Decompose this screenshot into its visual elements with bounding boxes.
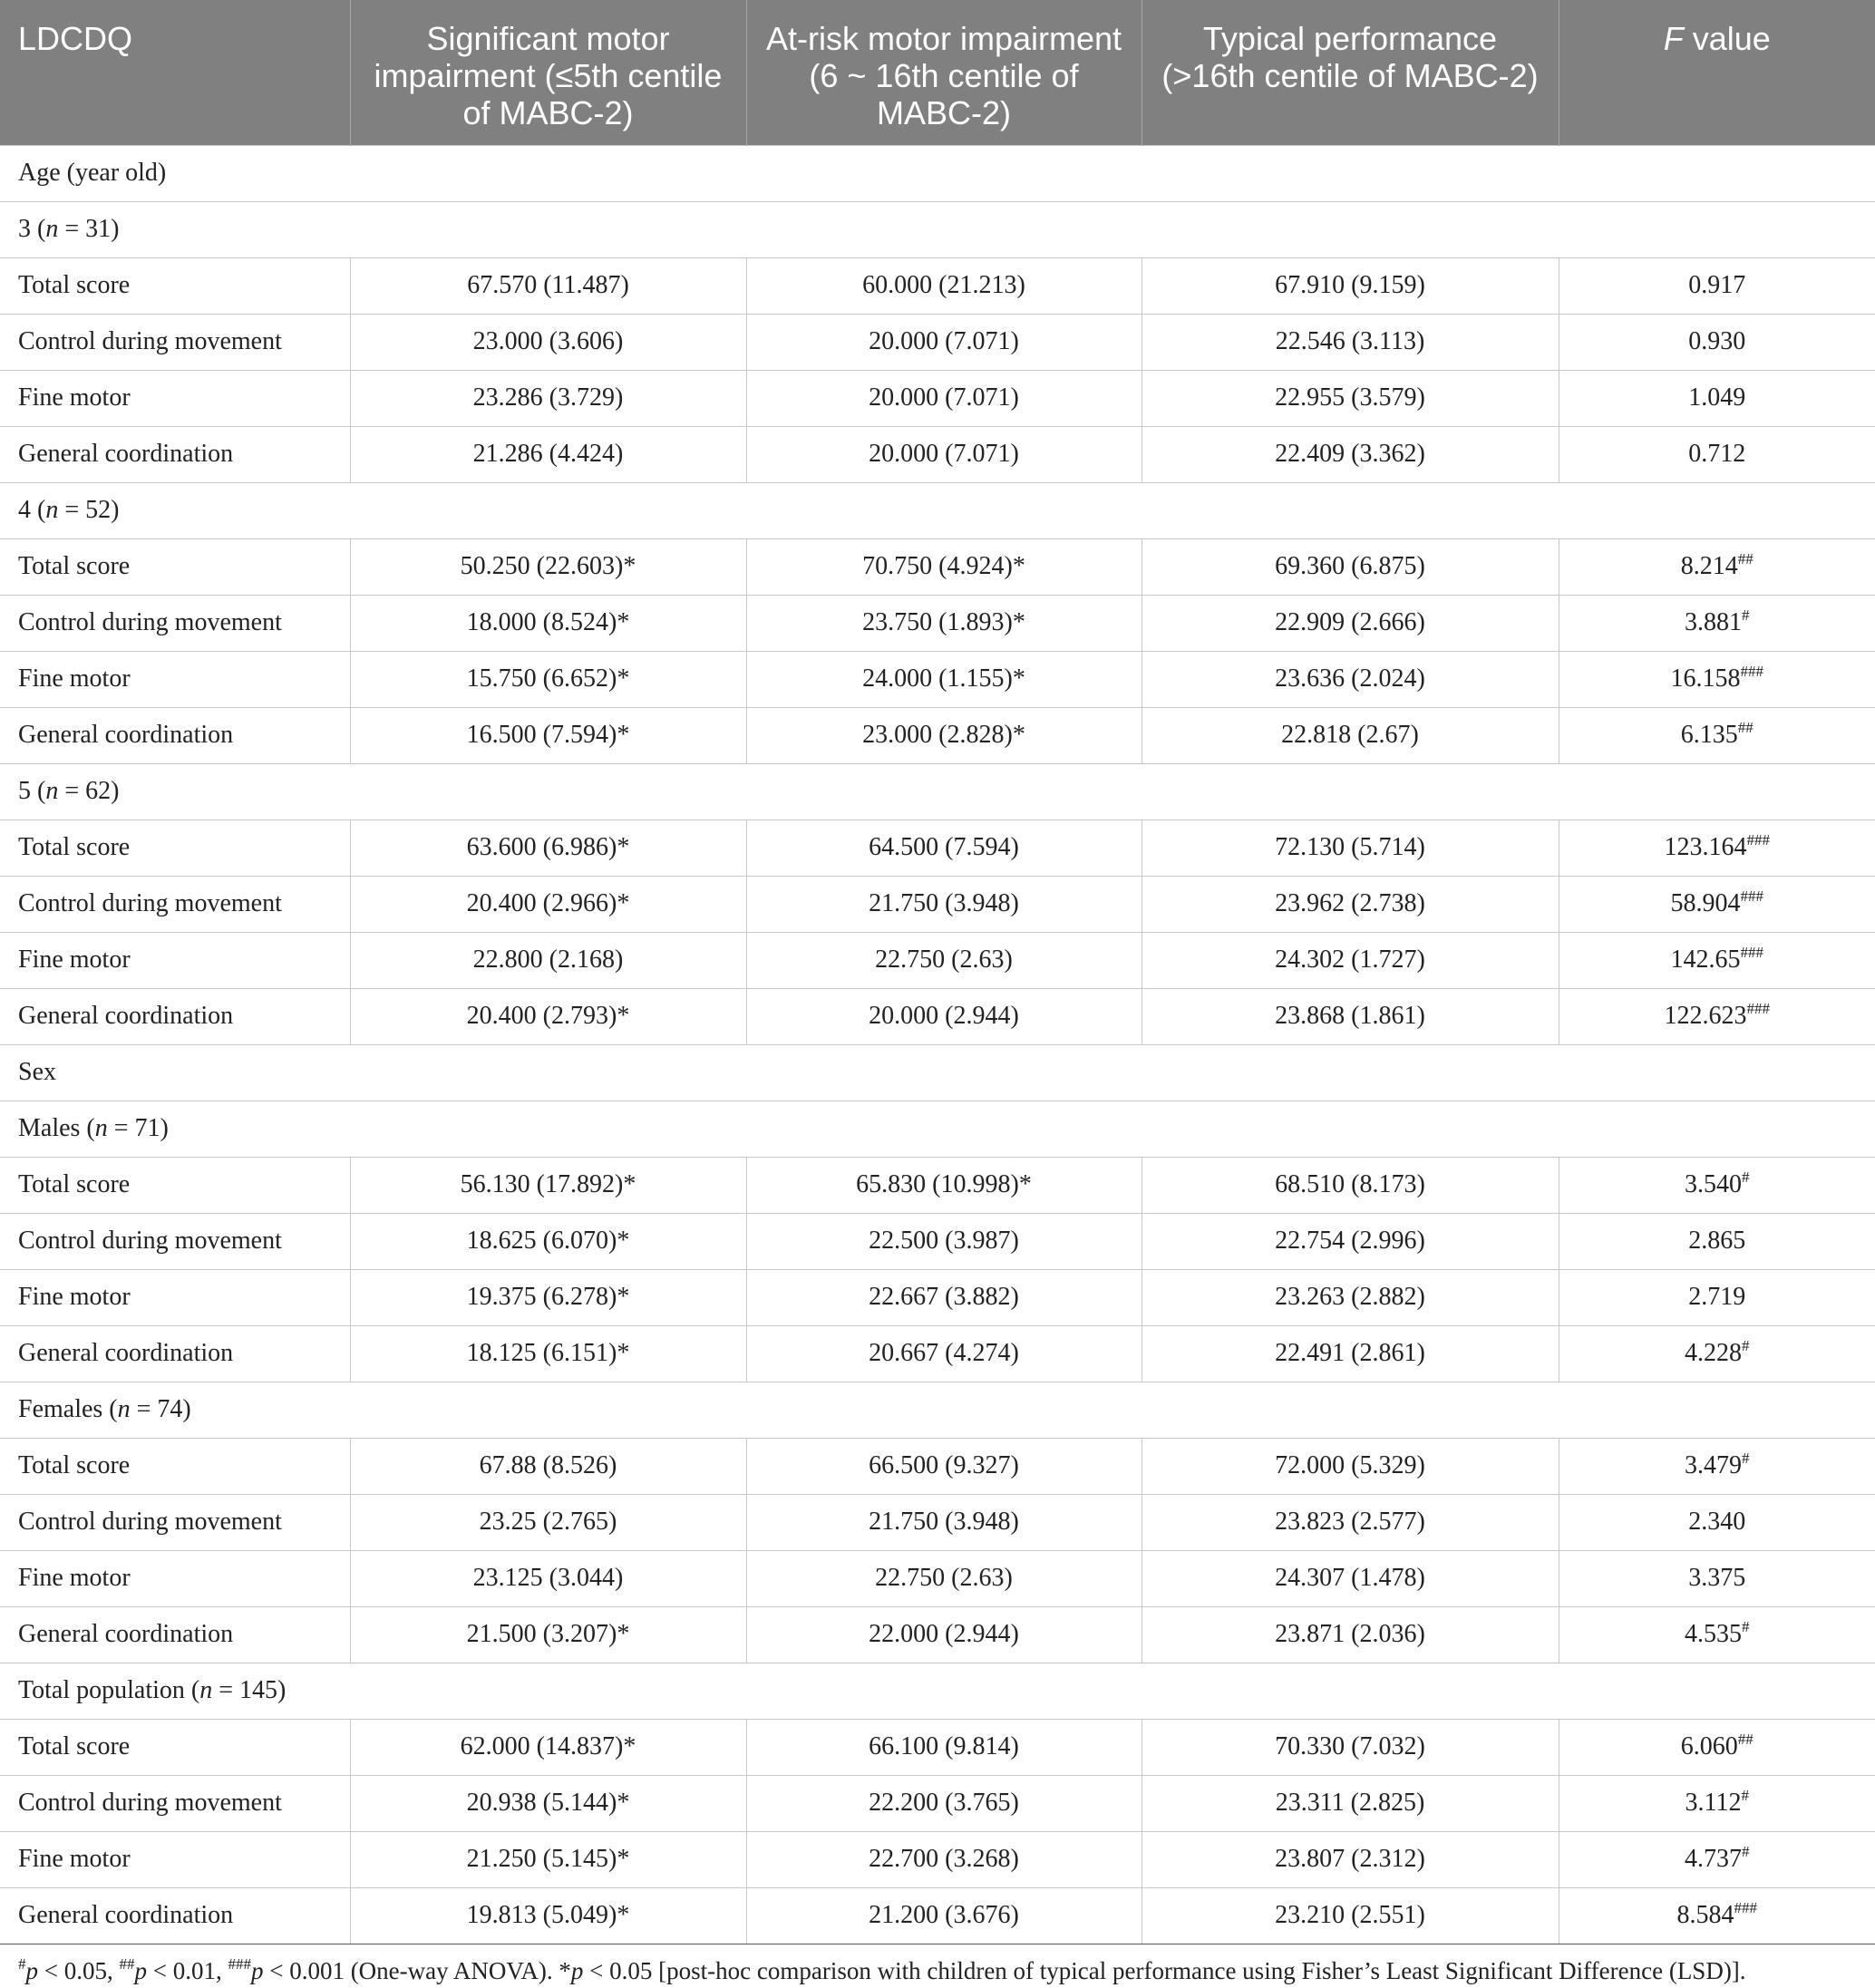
cell-f-value [1559, 426, 1875, 482]
group-label-suffix: = 145) [212, 1676, 287, 1704]
f-value-number: 16.158 [1670, 664, 1741, 693]
cell-typical: 23.962 (2.738) [1142, 876, 1559, 932]
cell-typical: 22.955 (3.579) [1142, 370, 1559, 426]
group-label [0, 1382, 1875, 1438]
cell-at-risk: 22.750 (2.63) [746, 932, 1142, 988]
table-row [0, 988, 1875, 1044]
f-value-significance-marker: ### [1734, 1899, 1757, 1916]
header-typical-performance: Typical performance (>16th centile of MABC-2) [1142, 0, 1559, 145]
footnote-text-2: < 0.01, [146, 1956, 228, 1984]
footnote-sup-1: # [18, 1954, 26, 1973]
group-label-suffix: = 62) [58, 777, 120, 805]
table-body [0, 145, 1875, 1944]
cell-typical: 72.130 (5.714) [1142, 819, 1559, 876]
cell-significant: 23.000 (3.606) [350, 314, 746, 370]
table-row [0, 1831, 1875, 1887]
f-value-significance-marker: ### [1746, 1000, 1770, 1017]
cell-significant: 16.500 (7.594)* [350, 707, 746, 763]
cell-typical: 22.409 (3.362) [1142, 426, 1559, 482]
cell-f-value [1559, 651, 1875, 707]
cell-at-risk: 21.200 (3.676) [746, 1887, 1142, 1944]
table-row [0, 1438, 1875, 1494]
f-value-number: 123.164 [1664, 833, 1747, 861]
cell-typical: 69.360 (6.875) [1142, 538, 1559, 595]
footnote-text-1: < 0.05, [38, 1956, 120, 1984]
footnote-p-3: p [250, 1956, 264, 1984]
table-row [0, 257, 1875, 314]
f-value-significance-marker: # [1742, 1843, 1750, 1860]
cell-typical: 23.807 (2.312) [1142, 1831, 1559, 1887]
cell-f-value [1559, 876, 1875, 932]
group-label-suffix: = 31) [58, 215, 120, 243]
cell-at-risk: 66.100 (9.814) [746, 1719, 1142, 1775]
cell-f-value [1559, 314, 1875, 370]
cell-f-value [1559, 1606, 1875, 1663]
f-value-number: 0.712 [1688, 440, 1746, 468]
cell-at-risk: 66.500 (9.327) [746, 1438, 1142, 1494]
row-label: Control during movement [0, 1213, 350, 1269]
row-label: Total score [0, 1438, 350, 1494]
f-value-number: 2.719 [1688, 1283, 1746, 1311]
row-label: Total score [0, 819, 350, 876]
cell-at-risk: 24.000 (1.155)* [746, 651, 1142, 707]
header-f-italic: F [1663, 20, 1684, 57]
group-label-suffix: = 52) [58, 496, 120, 524]
row-label: Control during movement [0, 314, 350, 370]
cell-f-value [1559, 1887, 1875, 1944]
cell-f-value [1559, 1325, 1875, 1382]
cell-significant: 18.625 (6.070)* [350, 1213, 746, 1269]
row-label: Control during movement [0, 1494, 350, 1550]
cell-typical: 23.311 (2.825) [1142, 1775, 1559, 1831]
f-value-number: 0.930 [1688, 327, 1746, 355]
cell-significant: 56.130 (17.892)* [350, 1157, 746, 1213]
cell-f-value [1559, 370, 1875, 426]
cell-significant: 21.286 (4.424) [350, 426, 746, 482]
cell-typical: 24.307 (1.478) [1142, 1550, 1559, 1606]
table-header [0, 0, 1875, 145]
cell-typical: 23.871 (2.036) [1142, 1606, 1559, 1663]
f-value-significance-marker: # [1742, 1337, 1750, 1354]
row-label: Control during movement [0, 595, 350, 651]
f-value-number: 8.214 [1680, 552, 1738, 580]
cell-at-risk: 20.000 (2.944) [746, 988, 1142, 1044]
f-value-number: 3.479 [1685, 1451, 1742, 1479]
group-row [0, 201, 1875, 257]
cell-significant: 19.813 (5.049)* [350, 1887, 746, 1944]
cell-typical: 22.491 (2.861) [1142, 1325, 1559, 1382]
table-row [0, 1269, 1875, 1325]
cell-at-risk: 21.750 (3.948) [746, 1494, 1142, 1550]
cell-typical: 67.910 (9.159) [1142, 257, 1559, 314]
table-row [0, 314, 1875, 370]
row-label: General coordination [0, 1887, 350, 1944]
group-label-suffix: = 71) [107, 1114, 169, 1142]
cell-f-value [1559, 1213, 1875, 1269]
cell-typical: 23.210 (2.551) [1142, 1887, 1559, 1944]
cell-typical: 23.868 (1.861) [1142, 988, 1559, 1044]
group-label-n: n [45, 777, 59, 805]
table-row [0, 1775, 1875, 1831]
cell-at-risk: 22.200 (3.765) [746, 1775, 1142, 1831]
f-value-significance-marker: # [1742, 1450, 1750, 1467]
cell-significant: 21.250 (5.145)* [350, 1831, 746, 1887]
f-value-number: 142.65 [1670, 946, 1741, 974]
f-value-number: 4.228 [1685, 1339, 1742, 1367]
cell-f-value [1559, 1831, 1875, 1887]
header-row [0, 0, 1875, 145]
table-footnote [0, 1944, 1875, 1985]
footnote-text-3: < 0.001 (One-way ANOVA). * [263, 1956, 571, 1984]
cell-at-risk: 20.000 (7.071) [746, 314, 1142, 370]
row-label: Fine motor [0, 1831, 350, 1887]
cell-typical: 23.263 (2.882) [1142, 1269, 1559, 1325]
cell-at-risk: 65.830 (10.998)* [746, 1157, 1142, 1213]
table-row [0, 876, 1875, 932]
group-label-prefix: 3 ( [18, 215, 46, 243]
cell-at-risk: 22.750 (2.63) [746, 1550, 1142, 1606]
row-label: General coordination [0, 988, 350, 1044]
table-row [0, 370, 1875, 426]
cell-typical: 22.546 (3.113) [1142, 314, 1559, 370]
cell-at-risk: 64.500 (7.594) [746, 819, 1142, 876]
f-value-number: 2.865 [1688, 1227, 1746, 1255]
f-value-number: 6.135 [1680, 721, 1738, 749]
cell-typical: 22.754 (2.996) [1142, 1213, 1559, 1269]
cell-typical: 22.909 (2.666) [1142, 595, 1559, 651]
row-label: Fine motor [0, 1550, 350, 1606]
f-value-number: 3.540 [1685, 1170, 1742, 1198]
f-value-significance-marker: # [1741, 1787, 1749, 1804]
cell-typical: 23.636 (2.024) [1142, 651, 1559, 707]
row-label: Control during movement [0, 876, 350, 932]
cell-at-risk: 22.700 (3.268) [746, 1831, 1142, 1887]
cell-at-risk: 23.000 (2.828)* [746, 707, 1142, 763]
table-row [0, 1606, 1875, 1663]
f-value-number: 58.904 [1670, 889, 1741, 917]
row-label: Fine motor [0, 651, 350, 707]
cell-significant: 18.125 (6.151)* [350, 1325, 746, 1382]
cell-significant: 67.88 (8.526) [350, 1438, 746, 1494]
f-value-number: 3.112 [1685, 1789, 1742, 1817]
cell-at-risk: 20.000 (7.071) [746, 370, 1142, 426]
table-row [0, 1494, 1875, 1550]
group-label-prefix: Total population ( [18, 1676, 200, 1704]
cell-significant: 23.286 (3.729) [350, 370, 746, 426]
f-value-number: 4.737 [1685, 1845, 1742, 1873]
group-label-n: n [45, 496, 59, 524]
group-label-suffix: = 74) [130, 1395, 191, 1423]
row-label: Control during movement [0, 1775, 350, 1831]
group-label-prefix: 5 ( [18, 777, 46, 805]
cell-f-value [1559, 1775, 1875, 1831]
cell-f-value [1559, 1269, 1875, 1325]
f-value-significance-marker: # [1742, 606, 1750, 624]
cell-typical: 24.302 (1.727) [1142, 932, 1559, 988]
cell-f-value [1559, 1438, 1875, 1494]
table-row [0, 1550, 1875, 1606]
cell-significant: 22.800 (2.168) [350, 932, 746, 988]
group-label-prefix: Females ( [18, 1395, 118, 1423]
cell-significant: 15.750 (6.652)* [350, 651, 746, 707]
group-label-n: n [94, 1114, 108, 1142]
f-value-number: 4.535 [1685, 1620, 1742, 1648]
footnote-p-4: p [570, 1956, 584, 1984]
header-f-value [1559, 0, 1875, 145]
row-label: General coordination [0, 1606, 350, 1663]
table-row [0, 651, 1875, 707]
cell-significant: 67.570 (11.487) [350, 257, 746, 314]
f-value-number: 1.049 [1688, 383, 1746, 412]
group-label [0, 1663, 1875, 1719]
f-value-significance-marker: ## [1737, 550, 1754, 567]
f-value-number: 0.917 [1688, 271, 1746, 299]
footnote-p-1: p [25, 1956, 38, 1984]
cell-at-risk: 22.667 (3.882) [746, 1269, 1142, 1325]
cell-typical: 70.330 (7.032) [1142, 1719, 1559, 1775]
section-label: Sex [0, 1044, 1875, 1101]
row-label: General coordination [0, 707, 350, 763]
group-label-n: n [117, 1395, 131, 1423]
group-label [0, 201, 1875, 257]
f-value-number: 8.584 [1676, 1901, 1734, 1929]
section-label: Age (year old) [0, 145, 1875, 201]
cell-f-value [1559, 1719, 1875, 1775]
group-label [0, 1101, 1875, 1157]
f-value-number: 122.623 [1664, 1002, 1747, 1030]
cell-significant: 20.938 (5.144)* [350, 1775, 746, 1831]
table-row [0, 707, 1875, 763]
f-value-number: 2.340 [1688, 1508, 1746, 1536]
table-row [0, 1887, 1875, 1944]
cell-f-value [1559, 707, 1875, 763]
cell-f-value [1559, 257, 1875, 314]
cell-at-risk: 70.750 (4.924)* [746, 538, 1142, 595]
f-value-significance-marker: ### [1740, 663, 1763, 680]
cell-significant: 20.400 (2.966)* [350, 876, 746, 932]
table-row [0, 1213, 1875, 1269]
cell-f-value [1559, 932, 1875, 988]
f-value-significance-marker: ### [1740, 887, 1763, 905]
f-value-significance-marker: # [1742, 1618, 1750, 1635]
f-value-significance-marker: ## [1737, 719, 1754, 736]
table-row [0, 595, 1875, 651]
footnote-text-4: < 0.05 [post-hoc comparison with children of typical performance using Fisher’s Least Significant Difference (LSD)]. [583, 1956, 1746, 1984]
cell-significant: 62.000 (14.837)* [350, 1719, 746, 1775]
f-value-number: 6.060 [1680, 1732, 1738, 1760]
table-row [0, 1719, 1875, 1775]
group-row [0, 763, 1875, 819]
header-ldcdq: LDCDQ [0, 0, 350, 145]
row-label: General coordination [0, 426, 350, 482]
cell-at-risk: 23.750 (1.893)* [746, 595, 1142, 651]
cell-at-risk: 20.000 (7.071) [746, 426, 1142, 482]
row-label: General coordination [0, 1325, 350, 1382]
header-significant-impairment: Significant motor impairment (≤5th centile of MABC-2) [350, 0, 746, 145]
cell-f-value [1559, 819, 1875, 876]
cell-significant: 23.25 (2.765) [350, 1494, 746, 1550]
cell-significant: 63.600 (6.986)* [350, 819, 746, 876]
cell-typical: 23.823 (2.577) [1142, 1494, 1559, 1550]
cell-f-value [1559, 1157, 1875, 1213]
row-label: Fine motor [0, 370, 350, 426]
f-value-significance-marker: ### [1746, 831, 1770, 849]
table-row [0, 819, 1875, 876]
footnote-sup-3: ### [228, 1954, 251, 1973]
group-label-n: n [199, 1676, 213, 1704]
table-row [0, 1325, 1875, 1382]
table-row [0, 538, 1875, 595]
group-label-prefix: 4 ( [18, 496, 46, 524]
section-row [0, 1044, 1875, 1101]
row-label: Fine motor [0, 932, 350, 988]
group-row [0, 1101, 1875, 1157]
cell-at-risk: 22.000 (2.944) [746, 1606, 1142, 1663]
cell-typical: 22.818 (2.67) [1142, 707, 1559, 763]
cell-f-value [1559, 1494, 1875, 1550]
row-label: Total score [0, 1719, 350, 1775]
group-row [0, 1663, 1875, 1719]
cell-significant: 21.500 (3.207)* [350, 1606, 746, 1663]
table-row [0, 426, 1875, 482]
cell-at-risk: 20.667 (4.274) [746, 1325, 1142, 1382]
cell-f-value [1559, 538, 1875, 595]
cell-significant: 23.125 (3.044) [350, 1550, 746, 1606]
cell-at-risk: 60.000 (21.213) [746, 257, 1142, 314]
table-row [0, 1157, 1875, 1213]
group-label-prefix: Males ( [18, 1114, 95, 1142]
group-label [0, 482, 1875, 538]
cell-significant: 20.400 (2.793)* [350, 988, 746, 1044]
f-value-significance-marker: ## [1737, 1731, 1754, 1748]
cell-at-risk: 22.500 (3.987) [746, 1213, 1142, 1269]
cell-significant: 19.375 (6.278)* [350, 1269, 746, 1325]
table-row [0, 932, 1875, 988]
group-label [0, 763, 1875, 819]
footnote-sup-2: ## [119, 1954, 135, 1973]
group-row [0, 482, 1875, 538]
section-row [0, 145, 1875, 201]
row-label: Total score [0, 257, 350, 314]
group-label-n: n [45, 215, 59, 243]
row-label: Total score [0, 1157, 350, 1213]
cell-at-risk: 21.750 (3.948) [746, 876, 1142, 932]
cell-f-value [1559, 988, 1875, 1044]
cell-f-value [1559, 1550, 1875, 1606]
f-value-number: 3.375 [1688, 1564, 1746, 1592]
header-at-risk-impairment: At-risk motor impairment (6 ~ 16th centile of MABC-2) [746, 0, 1142, 145]
cell-f-value [1559, 595, 1875, 651]
cell-typical: 72.000 (5.329) [1142, 1438, 1559, 1494]
row-label: Fine motor [0, 1269, 350, 1325]
group-row [0, 1382, 1875, 1438]
footnote-p-2: p [134, 1956, 147, 1984]
cell-typical: 68.510 (8.173) [1142, 1157, 1559, 1213]
row-label: Total score [0, 538, 350, 595]
f-value-number: 3.881 [1685, 608, 1742, 636]
cell-significant: 18.000 (8.524)* [350, 595, 746, 651]
f-value-significance-marker: ### [1740, 944, 1763, 961]
cell-significant: 50.250 (22.603)* [350, 538, 746, 595]
header-f-rest: value [1683, 20, 1771, 57]
f-value-significance-marker: # [1742, 1169, 1750, 1186]
